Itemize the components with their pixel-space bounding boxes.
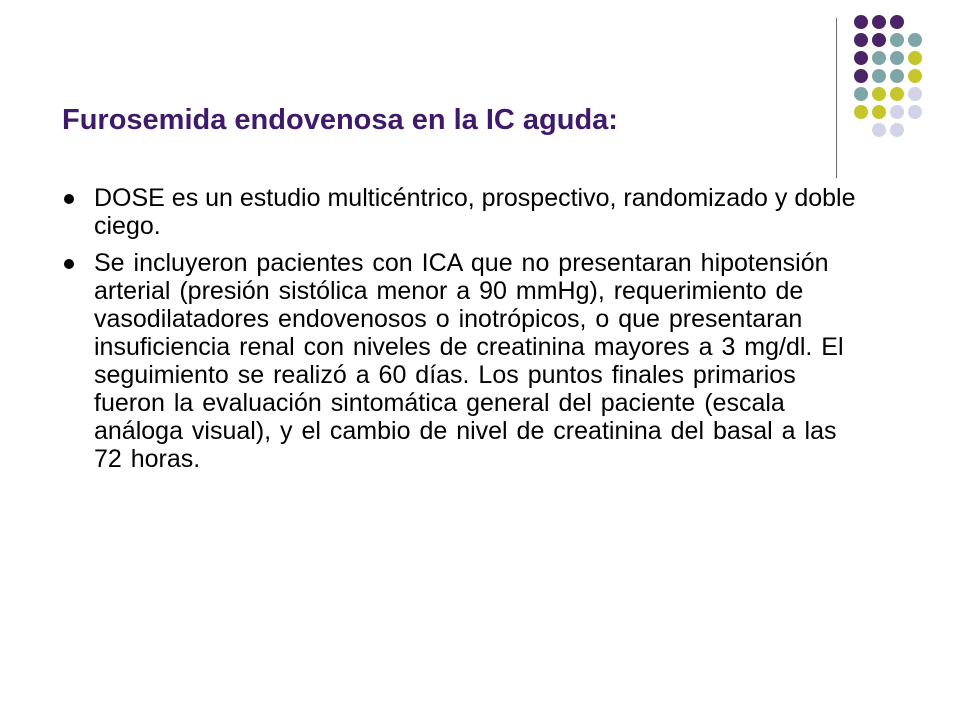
- decor-dot: [872, 87, 886, 101]
- decor-dot: [872, 123, 886, 137]
- decor-dot: [890, 123, 904, 137]
- decor-dot: [908, 105, 922, 119]
- decor-dot: [854, 15, 868, 29]
- decor-dot: [854, 105, 868, 119]
- decor-dot: [890, 33, 904, 47]
- vertical-divider: [836, 18, 837, 178]
- bullet-item: [60, 249, 860, 473]
- decor-dot: [908, 33, 922, 47]
- decor-dot: [890, 105, 904, 119]
- decor-dot: [872, 51, 886, 65]
- slide-title: Furosemida endovenosa en la IC aguda:: [62, 104, 618, 136]
- decor-dot: [854, 87, 868, 101]
- bullet-icon: [64, 259, 74, 269]
- bullet-icon: [64, 194, 74, 204]
- decor-dot: [890, 69, 904, 83]
- decor-dot: [908, 87, 922, 101]
- bullet-text: Se incluyeron pacientes con ICA que no presentaran hipotensión arterial (presión sistólica menor a 90 mmHg), requerimiento de vasodilatadores endovenosos o inotrópicos, o que presentaran insuficiencia renal con niveles de creatinina mayores a 3 mg/dl. El seguimiento se realizó a 60 días. Los puntos finales primarios fueron la evaluación sintomática general del paciente (escala análoga visual), y el cambio de nivel de creatinina del basal a las 72 horas.: [94, 249, 844, 473]
- decor-dot: [890, 15, 904, 29]
- decor-dot: [854, 69, 868, 83]
- bullet-list: [60, 184, 860, 482]
- decor-dot: [908, 69, 922, 83]
- decor-dot: [890, 87, 904, 101]
- decor-dot: [872, 69, 886, 83]
- bullet-text: DOSE es un estudio multicéntrico, prospectivo, randomizado y doble ciego.: [94, 184, 856, 240]
- decor-dot: [872, 105, 886, 119]
- decor-dot: [908, 51, 922, 65]
- decor-dot: [854, 33, 868, 47]
- decorative-dot-grid: [0, 0, 960, 200]
- decor-dot: [872, 33, 886, 47]
- decor-dot: [854, 51, 868, 65]
- decor-dot: [872, 15, 886, 29]
- bullet-item: [60, 184, 860, 240]
- decor-dot: [890, 51, 904, 65]
